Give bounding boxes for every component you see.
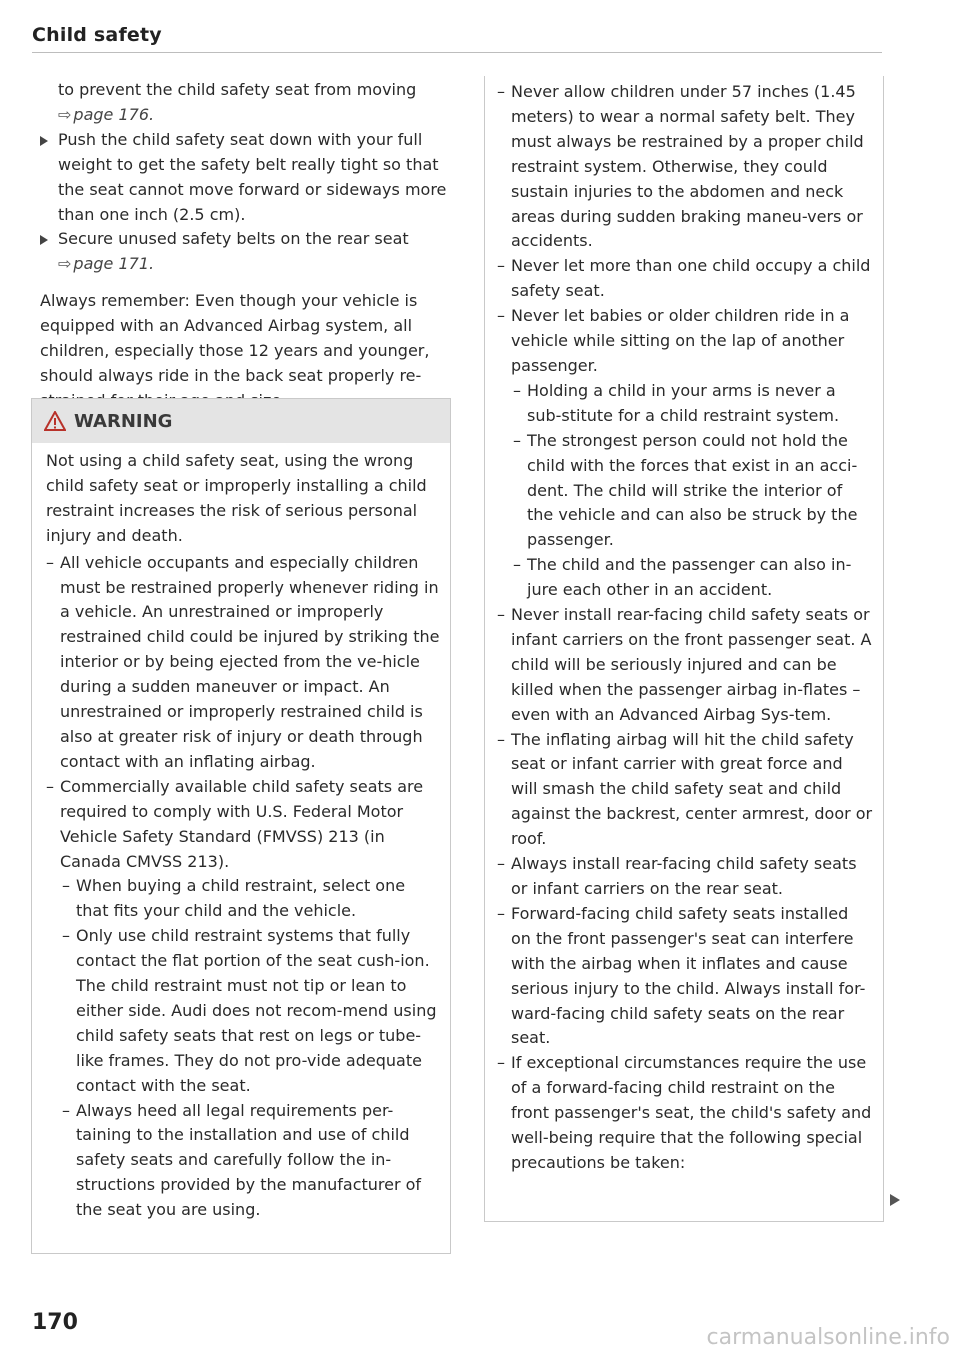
warning-triangle-icon [44, 411, 66, 431]
warning-intro: Not using a child safety seat, using the wrong child safety seat or improperly installing a child restraint increases the risk of serious personal injury and death. [46, 451, 427, 545]
warning-item: – All vehicle occupants and especially children must be restrained properly whenever riding in a vehicle. An unrestrained or improperly restrained child could be injured by striking the interior or by being ejected from the ve-hicle during a sudden maneuver or impact. An unrestrained or improperly restrained child is also at greater risk of injury or death through contact with an inflating airbag. [46, 551, 440, 775]
header-rule [32, 52, 882, 53]
warning-item: – Never allow children under 57 inches (1.45 meters) to wear a normal safety belt. They must always be restrained by a proper child restraint system. Otherwise, they could sustain injuries to the abdomen and neck areas during sudden braking maneu-vers or accidents. [497, 80, 873, 254]
bullet-triangle-icon [40, 235, 48, 245]
continue-arrow-icon [890, 1194, 900, 1206]
warning-item: – Commercially available child safety seats are required to comply with U.S. Federal Motor Vehicle Safety Standard (FMVSS) 213 (in Canada CMVSS 213). [46, 775, 440, 875]
arrow-right-icon: ⇨ [58, 254, 72, 274]
bullet-text: Secure unused safety belts on the rear seat [58, 229, 409, 249]
warning-item: – Always install rear-facing child safety seats or infant carriers on the rear seat. [497, 852, 873, 902]
warning-box [31, 398, 451, 1254]
page-reference-link[interactable] [58, 254, 154, 273]
warning-body [32, 443, 450, 1223]
body-paragraph: Always remember: Even though your vehicle is equipped with an Advanced Airbag system, all children, especially those 12 years and younger, should always ride in the back seat properly re- [40, 291, 430, 385]
page-ref-text: page 176. [73, 104, 155, 124]
page-ref-text: page 171. [73, 254, 155, 274]
warning-continuation-box [484, 76, 884, 1222]
bullet-text: Push the child safety seat down with your full weight to get the safety belt really tight so that the seat cannot move forward or sideways more than one inch (2.5 cm). [58, 129, 447, 224]
warning-item: – Forward-facing child safety seats installed on the front passenger's seat can interfere with the airbag when it inflates and cause serious injury to the child. Always install for-ward-facing child safety seats on the rear seat. [497, 902, 873, 1051]
instruction-bullet [40, 128, 455, 228]
intro-text: to prevent the child safety seat from moving [58, 80, 417, 99]
warning-item: – Never let babies or older children ride in a vehicle while sitting on the lap of another passenger. [497, 304, 873, 379]
warning-continuation-body [485, 76, 883, 1176]
instruction-bullet [40, 227, 455, 277]
warning-subitem: – When buying a child restraint, select one that fits your child and the vehicle. [46, 874, 440, 924]
warning-subitem: – Holding a child in your arms is never a sub-stitute for a child restraint system. [497, 379, 873, 429]
page-header-title: Child safety [32, 24, 162, 46]
bullet-triangle-icon [40, 136, 48, 146]
warning-item: – Never let more than one child occupy a child safety seat. [497, 254, 873, 304]
warning-title: WARNING [74, 410, 173, 432]
warning-subitem: – The strongest person could not hold the child with the forces that exist in an acci-dent. The child will strike the interior of the vehicle and can also be struck by the passenger. [497, 429, 873, 554]
warning-subitem: – Only use child restraint systems that fully contact the flat portion of the seat cush-ion. The child restraint must not tip or lean to either side. Audi does not recom-mend using child safety seats that rest on legs or tube-like frames. They do not pro-vide adequate contact with the seat. [46, 924, 440, 1098]
warning-subitem: – Always heed all legal requirements per-taining to the installation and use of child safety seats and carefully follow the in-structions provided by the manufacturer of the seat you are using. [46, 1099, 440, 1224]
warning-subitem: – The child and the passenger can also in-jure each other in an accident. [497, 553, 873, 603]
warning-item: – Never install rear-facing child safety seats or infant carriers on the front passenger seat. A child will be seriously injured and can be killed when the passenger airbag in-flates – even with an Advanced Airbag Sys-tem. [497, 603, 873, 728]
left-column [40, 78, 455, 414]
page-number: 170 [32, 1310, 78, 1335]
page-reference-link[interactable] [58, 103, 455, 128]
arrow-right-icon: ⇨ [58, 104, 72, 124]
warning-header [32, 399, 450, 443]
intro-continuation [40, 78, 455, 128]
warning-item: – The inflating airbag will hit the child safety seat or infant carrier with great force and will smash the child safety seat and child against the backrest, center armrest, door or roof. [497, 728, 873, 853]
warning-item: – If exceptional circumstances require the use of a forward-facing child restraint on the front passenger's seat, the child's safety and well-being require that the following special precautions be taken: [497, 1051, 873, 1176]
site-watermark: carmanualsonline.info [706, 1325, 950, 1350]
